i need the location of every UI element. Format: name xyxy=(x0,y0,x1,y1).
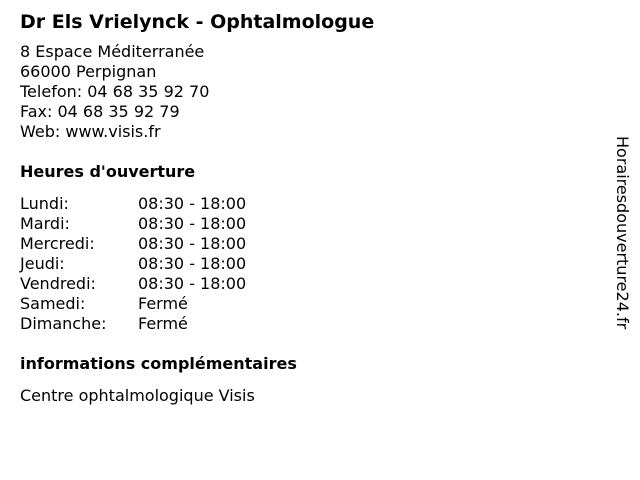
opening-hours-table xyxy=(20,194,600,334)
web-line: Web: www.visis.fr xyxy=(20,122,161,141)
hours-day: Vendredi: xyxy=(20,274,96,293)
additional-info-heading: informations complémentaires xyxy=(20,354,297,373)
hours-row-wednesday xyxy=(20,234,600,254)
additional-info-text: Centre ophtalmologique Visis xyxy=(20,386,255,405)
hours-row-monday xyxy=(20,194,600,214)
hours-day: Samedi: xyxy=(20,294,86,313)
fax-line: Fax: 04 68 35 92 79 xyxy=(20,102,180,121)
phone-line: Telefon: 04 68 35 92 70 xyxy=(20,82,210,101)
hours-time: Fermé xyxy=(138,314,188,333)
hours-day: Jeudi: xyxy=(20,254,65,273)
hours-row-thursday xyxy=(20,254,600,274)
hours-row-sunday xyxy=(20,314,600,334)
hours-day: Lundi: xyxy=(20,194,69,213)
hours-row-saturday xyxy=(20,294,600,314)
hours-row-tuesday xyxy=(20,214,600,234)
hours-day: Mercredi: xyxy=(20,234,95,253)
site-watermark-label: Horairesdouverture24.fr xyxy=(613,136,632,330)
hours-time: 08:30 - 18:00 xyxy=(138,234,247,253)
hours-day: Mardi: xyxy=(20,214,70,233)
hours-time: 08:30 - 18:00 xyxy=(138,194,247,213)
hours-time: 08:30 - 18:00 xyxy=(138,214,247,233)
hours-time: 08:30 - 18:00 xyxy=(138,274,247,293)
opening-hours-heading: Heures d'ouverture xyxy=(20,162,196,181)
hours-time: 08:30 - 18:00 xyxy=(138,254,247,273)
page-title: Dr Els Vrielynck - Ophtalmologue xyxy=(20,11,375,33)
hours-day: Dimanche: xyxy=(20,314,107,333)
hours-time: Fermé xyxy=(138,294,188,313)
hours-row-friday xyxy=(20,274,600,294)
address-street: 8 Espace Méditerranée xyxy=(20,42,205,61)
address-city: 66000 Perpignan xyxy=(20,62,157,81)
address-block xyxy=(20,42,600,142)
listing-card xyxy=(20,10,600,406)
